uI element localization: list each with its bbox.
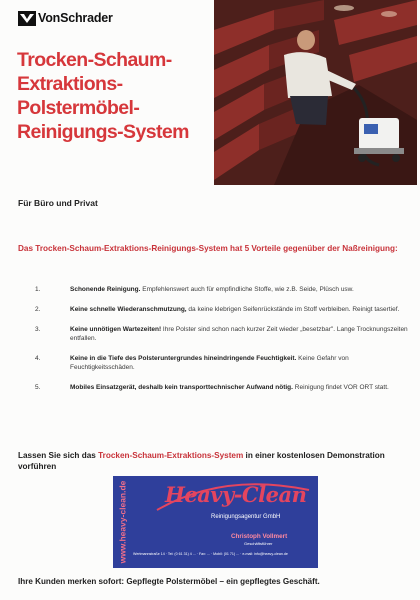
card-name: Christoph Vollmert: [231, 533, 288, 540]
list-item-text: Keine Gefahr von Feuchtigkeitsschäden.: [70, 355, 349, 371]
card-role: Geschäftsführer: [244, 541, 273, 546]
list-item-number: 3.: [35, 326, 41, 333]
headline-line: Extraktions-: [17, 73, 123, 95]
card-subtitle: Reinigungsagentur GmbH: [211, 514, 281, 520]
list-item: [18, 354, 410, 372]
list-item-number: 2.: [35, 306, 41, 313]
list-item: [18, 325, 410, 343]
list-item: [18, 383, 410, 392]
headline: [17, 48, 212, 144]
cta-highlight: Trocken-Schaum-Extraktions-System: [98, 451, 244, 460]
headline-line: Reinigungs-System: [17, 121, 189, 143]
hero-photo: [214, 0, 417, 185]
list-item-text: Empfehlenswert auch für empfindliche Stoffe, wie z.B. Seide, Plüsch usw.: [140, 286, 354, 293]
list-item-title: Schonende Reinigung.: [70, 286, 141, 293]
list-item: [18, 285, 410, 294]
list-item-title: Mobiles Einsatzgerät, deshalb kein transporttechnischer Aufwand nötig.: [70, 384, 293, 391]
list-item: [18, 305, 410, 314]
intro-text: Das Trocken-Schaum-Extraktions-Reinigungs-System hat 5 Vorteile gegenüber der Naßreinigung:: [18, 244, 398, 253]
card-url-text: www.heavy-clean.de: [117, 480, 127, 564]
list-item-text: Reinigung findet VOR ORT statt.: [292, 384, 389, 391]
card-url[interactable]: [115, 476, 129, 568]
list-item-title: Keine in die Tiefe des Polsteruntergrundes hineindringende Feuchtigkeit.: [70, 355, 297, 362]
list-item-text: da keine klebrigen Seifenrückstände im Stoff verbleiben. Reinigt tasertief.: [186, 306, 400, 313]
list-item-number: 4.: [35, 355, 41, 362]
list-item-text: Ihre Polster sind schon nach kurzer Zeit wieder „besetzbar". Lange Trocknungszeiten entfallen.: [70, 326, 408, 342]
business-card: [113, 476, 318, 568]
call-to-action: [18, 451, 413, 472]
vs-wing-logo-icon: [18, 11, 36, 26]
subhead: Für Büro und Privat: [18, 198, 98, 208]
list-item-title: Keine schnelle Wiederanschmutzung,: [70, 306, 187, 313]
cta-text: Lassen Sie sich das: [18, 451, 99, 460]
headline-line: Polstermöbel-: [17, 97, 140, 119]
list-item-number: 1.: [35, 286, 41, 293]
list-item-number: 5.: [35, 384, 41, 391]
headline-line: Trocken-Schaum-: [17, 49, 172, 71]
cta-text: in einer kostenlosen Demonstration vorführen: [18, 451, 385, 471]
card-address: Wertmannstraße 14 · Tel: (0 61 31) 4 ... · Fax: ... · Mobil: (01 71) ... · e-mail: info@heavy-clean.de: [133, 552, 288, 556]
brand-logo: [18, 9, 113, 27]
benefits-list: [18, 285, 410, 392]
list-item-title: Keine unnötigen Wartezeiten!: [70, 326, 162, 333]
brand-name: VonSchrader: [38, 11, 113, 25]
slogan: Ihre Kunden merken sofort: Gepflegte Polstermöbel – ein gepflegtes Geschäft.: [18, 577, 320, 586]
card-logo: Heavy-Clean: [165, 482, 307, 507]
